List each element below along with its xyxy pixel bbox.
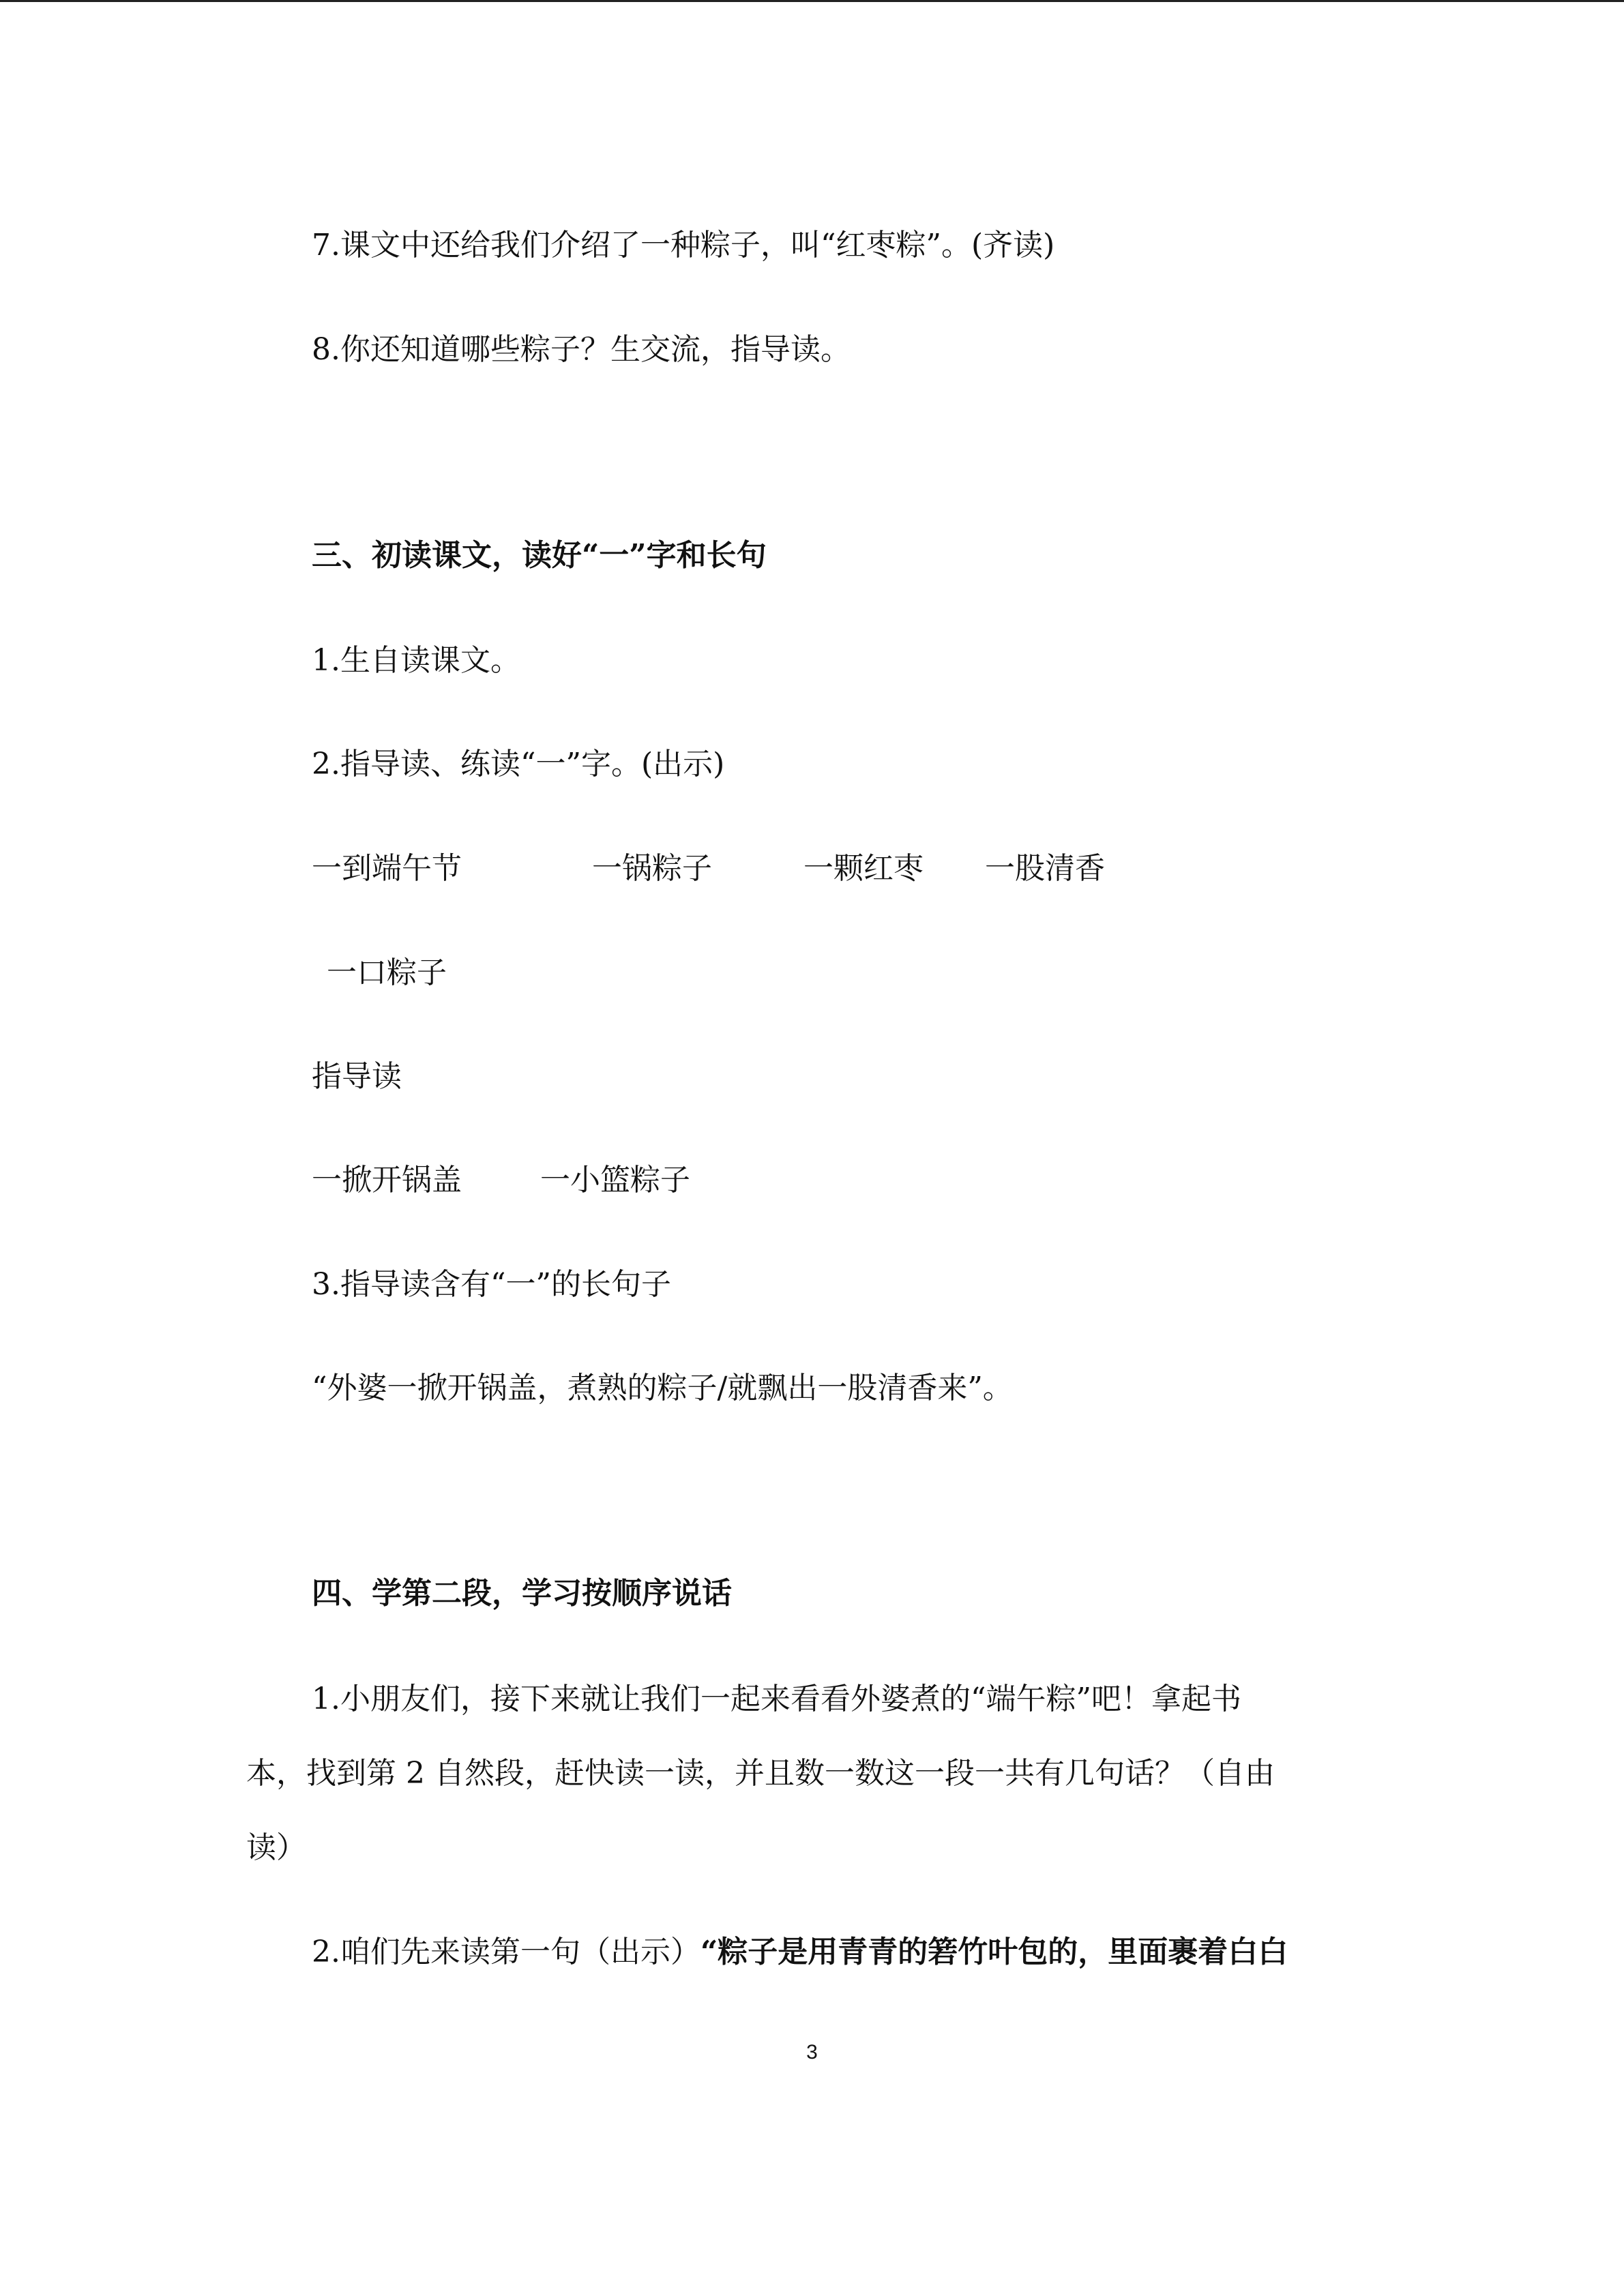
list-item-7: 7.课文中还给我们介绍了一种粽子，叫“红枣粽”。(齐读) bbox=[312, 228, 1055, 263]
list-item-3: 3.指导读含有“一”的长句子 bbox=[312, 1267, 671, 1302]
section-heading-3: 三、初读课文，读好“一”字和长句 bbox=[312, 538, 767, 573]
paragraph-2 bbox=[312, 1932, 1288, 1973]
paragraph-1-line-1: 1.小朋友们，接下来就让我们一起来看看外婆煮的“端午粽”吧！拿起书 bbox=[312, 1682, 1241, 1716]
list-item-1: 1.生自读课文。 bbox=[312, 643, 520, 678]
list-item-8: 8.你还知道哪些粽子？生交流，指导读。 bbox=[312, 332, 851, 367]
phrase: 一掀开锅盖 bbox=[312, 1163, 462, 1197]
phrase: 一小篮粽子 bbox=[540, 1163, 690, 1197]
top-border-rule bbox=[0, 0, 1624, 2]
list-item-2: 2.指导读、练读“一”字。(出示) bbox=[312, 747, 725, 781]
paragraph-1-line-3: 读） bbox=[246, 1830, 306, 1865]
quoted-sentence: “外婆一掀开锅盖，煮熟的粽子/就飘出一股清香来”。 bbox=[312, 1371, 1013, 1405]
guide-read-label: 指导读 bbox=[312, 1059, 402, 1094]
section-heading-4: 四、学第二段，学习按顺序说话 bbox=[312, 1576, 732, 1611]
paragraph-1-line-2: 本，找到第 2 自然段，赶快读一读，并且数一数这一段一共有几句话？（自由 bbox=[246, 1756, 1275, 1791]
phrase: 一颗红枣 bbox=[803, 851, 924, 886]
paragraph-2-prefix: 2.咱们先来读第一句（出示） bbox=[312, 1935, 700, 1969]
phrase: 一股清香 bbox=[985, 851, 1105, 886]
phrase: 一锅粽子 bbox=[592, 851, 712, 886]
page-number: 3 bbox=[806, 2041, 818, 2063]
paragraph-2-bold-quote: “粽子是用青青的箬竹叶包的，里面裹着白白 bbox=[700, 1935, 1288, 1969]
phrase-row-2: 一口粽子 bbox=[327, 955, 447, 990]
phrase: 一到端午节 bbox=[312, 851, 462, 886]
